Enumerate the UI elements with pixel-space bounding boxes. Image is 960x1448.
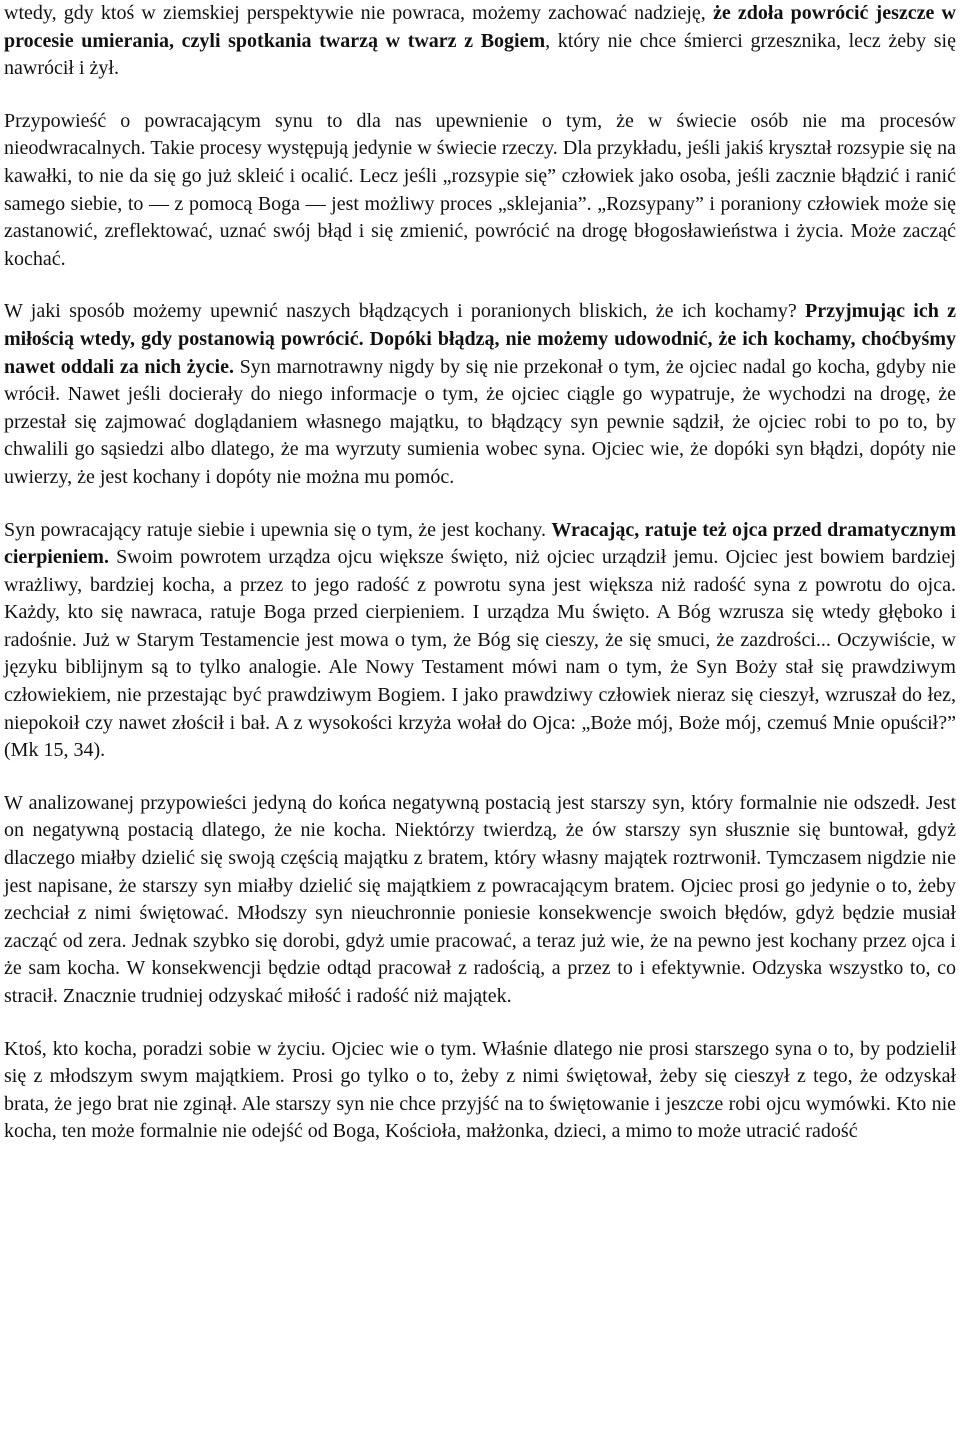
paragraph-3: [4, 298, 956, 491]
paragraph-5: [4, 790, 956, 1011]
paragraph-gap: [4, 1011, 956, 1036]
paragraph-gap: [4, 765, 956, 790]
paragraph-gap: [4, 273, 956, 298]
para-4-run-1: Syn powracający ratuje siebie i upewnia się o tym, że jest kochany.: [4, 518, 552, 541]
para-3-run-2-bold: Przyjmując ich z miłością wtedy, gdy postanowią powrócić. Dopóki błądzą, nie możemy udowodnić, że ich kochamy, choćbyśmy nawet oddali za nich życie.: [4, 300, 957, 378]
paragraph-4: [4, 517, 956, 765]
paragraph-gap: [4, 83, 956, 108]
para-4-run-2-bold: Wracając, ratuje też ojca przed dramatycznym cierpieniem.: [4, 518, 957, 569]
para-1-run-1: wtedy, gdy ktoś w ziemskiej perspektywie nie powraca, możemy zachować nadzieję,: [4, 2, 713, 24]
para-5-run-1: W analizowanej przypowieści jedyną do końca negatywną postacią jest starszy syn, który formalnie nie odszedł. Jest on negatywną postacią dlatego, że nie kocha. Niektórzy twierdzą, że ów starszy syn słusznie się buntował, gdyż dlaczego miałby dzielić się swoją częścią majątku z bratem, który własny majątek roztrwonił. Tymczasem nigdzie nie jest napisane, że starszy syn miałby dzielić się majątkiem z powracającym bratem. Ojciec prosi go jedynie o to, żeby zechciał z nimi świętować. Młodszy syn nieuchronnie poniesie konsekwencje swoich błędów, gdyż będzie musiał zacząć od zera. Jednak szybko się dorobi, gdyż umie pracować, a teraz już wie, że na pewno jest kochany przez ojca i że sam kocha. W konsekwencji będzie odtąd pracował z radością, a przez to i efektywnie. Odzyska wszystko to, co stracił. Znacznie trudniej odzyskać miłość i radość niż majątek.: [4, 791, 956, 1007]
para-6-run-1: Ktoś, kto kocha, poradzi sobie w życiu. Ojciec wie o tym. Właśnie dlatego nie prosi starszego syna o to, by podzielił się z młodszym swym majątkiem. Prosi go tylko o to, żeby z nimi świętował, żeby się cieszył z tego, że odzyskał brata, że jego brat nie zginął. Ale starszy syn nie chce przyjść na to świętowanie i jeszcze robi ojcu wymówki. Kto nie kocha, ten może formalnie nie odejść od Boga, Kościoła, małżonka, dzieci, a mimo to może utracić radość: [4, 1037, 956, 1143]
paragraph-6: [4, 1036, 956, 1146]
para-3-run-1: W jaki sposób możemy upewnić naszych błądzących i poranionych bliskich, że ich kochamy?: [4, 300, 806, 323]
paragraph-2: [4, 108, 956, 274]
para-3-run-3: Syn marnotrawny nigdy by się nie przekonał o tym, że ojciec nadal go kocha, gdyby nie wrócił. Nawet jeśli docierały do niego informacje o tym, że ojciec ciągle go wypatruje, że wychodzi na drogę, że przestał się zajmować doglądaniem własnego majątku, to błądzący syn pewnie sądził, że ojciec robi to po to, by chwalili go sąsiedzi albo dlatego, że ma wyrzuty sumienia wobec syna. Ojciec wie, że dopóki syn błądzi, dopóty nie uwierzy, że jest kochany i dopóty nie można mu pomóc.: [4, 355, 956, 488]
paragraph-gap: [4, 492, 956, 517]
para-4-run-3: Swoim powrotem urządza ojcu większe święto, niż ojciec urządził jemu. Ojciec jest bowiem bardziej wrażliwy, bardziej kocha, a przez to jego radość z powrotu syna jest większa niż radość syna z powrotu do ojca. Każdy, kto się nawraca, ratuje Boga przed cierpieniem. I urządza Mu święto. A Bóg wzrusza się wtedy głęboko i radośnie. Już w Starym Testamencie jest mowa o tym, że Bóg się cieszy, że się smuci, że zazdrości... Oczywiście, w języku biblijnym są to tylko analogie. Ale Nowy Testament mówi nam o tym, że Syn Boży stał się prawdziwym człowiekiem, nie przestając być prawdziwym Bogiem. I jako prawdziwy człowiek nieraz się cieszył, wzruszał do łez, niepokoił czy nawet złościł i bał. A z wysokości krzyża wołał do Ojca: „Boże mój, Boże mój, czemuś Mnie opuścił?” (Mk 15, 34).: [4, 546, 956, 762]
para-1-run-3: , który nie chce śmierci grzesznika, lecz żeby się nawrócił i żył.: [4, 29, 956, 80]
para-1-run-2-bold: że zdoła powrócić jeszcze w procesie umierania, czyli spotkania twarzą w twarz z Bogiem: [4, 2, 956, 52]
paragraph-1: [4, 0, 956, 83]
para-2-run-1: Przypowieść o powracającym synu to dla nas upewnienie o tym, że w świecie osób nie ma procesów nieodwracalnych. Takie procesy występują jedynie w świecie rzeczy. Dla przykładu, jeśli jakiś kryształ rozsypie się na kawałki, to nie da się go już skleić i ocalić. Lecz jeśli „rozsypie się” człowiek jako osoba, jeśli zacznie błądzić i ranić samego siebie, to — z pomocą Boga — jest możliwy proces „sklejania”. „Rozsypany” i poraniony człowiek może się zastanowić, zreflektować, uznać swój błąd i się zmienić, powrócić na drogę błogosławieństwa i życia. Może zacząć kochać.: [4, 109, 956, 270]
